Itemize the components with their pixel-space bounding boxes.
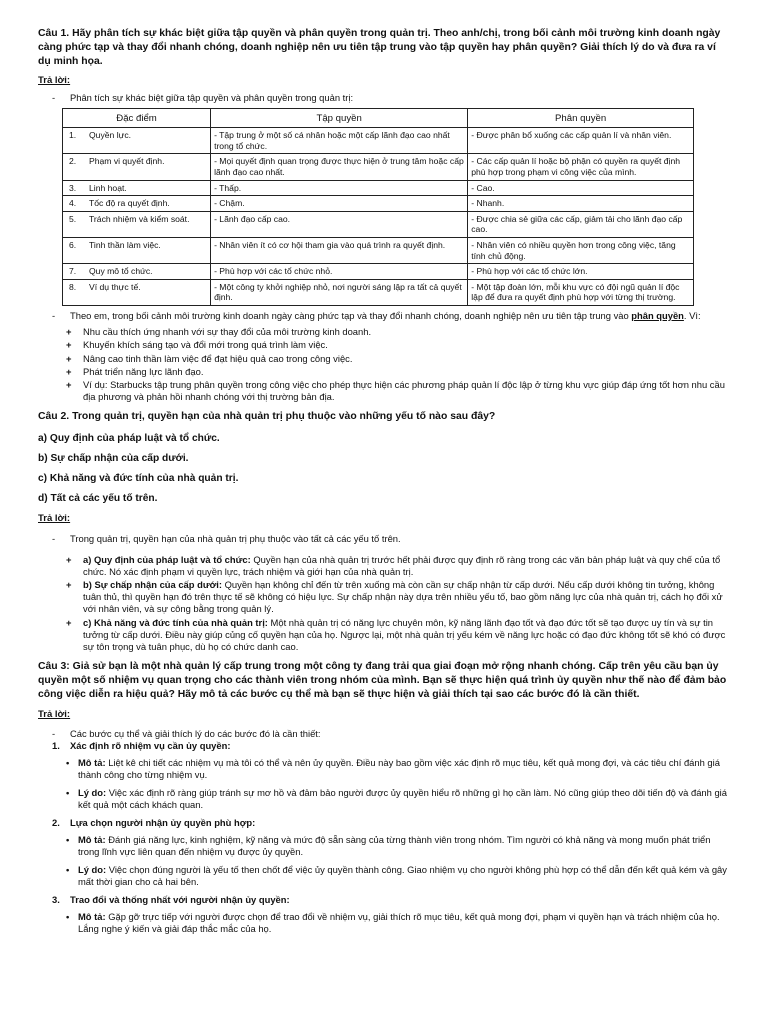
row-centralization: - Lãnh đạo cấp cao. — [211, 211, 468, 237]
bullet-icon: • — [66, 786, 70, 798]
factor-item — [38, 617, 730, 654]
reason-item: + Nâng cao tinh thần làm việc để đạt hiệu quả cao trong công việc. — [38, 353, 730, 365]
opinion-end: . Vì: — [683, 309, 701, 321]
step-detail — [38, 911, 730, 935]
header-decentralization: Phân quyền — [468, 109, 694, 128]
q1-intro: - Phân tích sự khác biệt giữa tập quyền và phân quyền trong quản trị: — [38, 92, 730, 104]
answer-label-1: Trả lời: — [38, 75, 71, 86]
factor-title: a) Quy định của pháp luật và tổ chức: — [83, 553, 251, 565]
reason-item: + Khuyến khích sáng tạo và đổi mới trong quá trình làm việc. — [38, 339, 730, 351]
row-centralization: - Chậm. — [211, 196, 468, 212]
option-c: c) Khả năng và đức tính của nhà quản trị. — [38, 473, 239, 485]
table-row — [63, 211, 694, 237]
reason-item: + Ví dụ: Starbucks tập trung phân quyền trong công việc cho phép thực hiện các phương pháp quản lí độc lập ở từng khu vực giúp đáp ứng tốt hơn nhu cầu địa phương và phản hồi nhanh chóng với thị trường bản địa. — [38, 379, 730, 403]
bullet-icon: • — [66, 864, 70, 875]
header-feature: Đặc điểm — [63, 109, 211, 128]
reason-item: + Phát triển năng lực lãnh đạo. — [38, 366, 730, 378]
row-centralization: - Nhân viên ít có cơ hội tham gia vào quá trình ra quyết định. — [211, 237, 468, 263]
row-feature: Trách nhiệm và kiểm soát. — [89, 213, 190, 224]
detail-label: Mô tả: — [78, 833, 106, 845]
option-b: b) Sự chấp nhận của cấp dưới. — [38, 453, 189, 465]
step-detail — [38, 757, 730, 781]
detail-text: Việc chọn đúng người là yếu tố then chốt để việc ủy quyền thành công. Giao nhiệm vụ cho người không phù hợp có thể dẫn đến kết quả kém và gây mất thời gian cho cả hai bên. — [78, 864, 727, 888]
step-number: 1. — [52, 740, 60, 752]
option-a: a) Quy định của pháp luật và tổ chức. — [38, 433, 220, 445]
question-1: Câu 1. Hãy phân tích sự khác biệt giữa tập quyền và phân quyền trong quản trị. Theo anh/chị, trong bối cảnh môi trường kinh doanh ngày càng phức tạp và thay đổi nhanh chóng, doanh nghiệp nên ưu tiên tập trung vào tập quyền hay phân quyền? Giải thích lý do và đưa ra ví dụ minh họa. — [38, 28, 721, 67]
row-decentralization: - Được phân bổ xuống các cấp quản lí và nhân viên. — [468, 128, 694, 154]
step-heading — [38, 817, 730, 829]
row-number: 1. — [69, 130, 77, 141]
step-title: Trao đổi và thống nhất với người nhận ủy quyền: — [70, 894, 290, 906]
q2-intro: - Trong quản trị, quyền hạn của nhà quản trị phụ thuộc vào tất cả các yếu tố trên. — [38, 533, 730, 545]
row-decentralization: - Cao. — [468, 180, 694, 196]
row-feature: Tốc độ ra quyết định. — [89, 198, 170, 209]
row-number: 7. — [69, 266, 77, 277]
row-centralization: - Phù hợp với các tổ chức nhỏ. — [211, 264, 468, 280]
row-centralization: - Tập trung ở một số cá nhân hoặc một cấp lãnh đạo cao nhất trong tổ chức. — [211, 128, 468, 154]
row-centralization: - Một công ty khởi nghiệp nhỏ, nơi người sáng lập ra tất cả quyết định. — [211, 279, 468, 305]
detail-text: Gặp gỡ trực tiếp với người được chọn để trao đổi về nhiệm vụ, giải thích rõ mục tiêu, kết quả mong đợi, phạm vi quyền hạn và trách nhiệm của họ. Lắng nghe ý kiến và giải đáp thắc mắc của họ. — [78, 910, 720, 934]
row-number: 6. — [69, 239, 77, 250]
row-decentralization: - Phù hợp với các tổ chức lớn. — [468, 264, 694, 280]
row-feature: Quy mô tổ chức. — [89, 266, 153, 277]
detail-label: Mô tả: — [78, 756, 106, 768]
comparison-table — [62, 108, 694, 306]
bullet-icon: • — [66, 910, 70, 922]
detail-text: Việc xác định rõ ràng giúp tránh sự mơ hồ và đảm bảo người được ủy quyền hiểu rõ những gì họ cần làm. Nó cũng giúp theo dõi tiến độ và đánh giá kết quả một cách khách quan. — [78, 786, 727, 811]
row-number: 2. — [69, 156, 77, 167]
table-row — [63, 264, 694, 280]
reason-item: + Nhu cầu thích ứng nhanh với sự thay đổi của môi trường kinh doanh. — [38, 326, 730, 338]
table-row — [63, 196, 694, 212]
factor-item — [38, 554, 730, 578]
detail-text: Đánh giá năng lực, kinh nghiệm, kỹ năng và mức độ sẵn sàng của từng thành viên trong nhóm. Tìm người có khả năng và mong muốn phát triển trong lĩnh vực liên quan đến nhiệm vụ được ủy quyền. — [78, 833, 711, 857]
bullet-icon: • — [66, 833, 70, 845]
row-number: 4. — [69, 198, 77, 209]
option-d: d) Tất cả các yếu tố trên. — [38, 493, 158, 505]
question-2: Câu 2. Trong quản trị, quyền hạn của nhà quản trị phụ thuộc vào những yếu tố nào sau đây? — [38, 411, 496, 423]
factor-text: Quyền hạn của nhà quản trị trước hết phải được quy định rõ ràng trong các văn bản pháp luật và quy chế của tổ chức. Nó xác định phạm vi quyền lực, trách nhiệm và giới hạn của nhà quản trị. — [83, 553, 721, 577]
factor-text: Quyền hạn không chỉ đến từ trên xuống mà còn cần sự chấp nhận từ cấp dưới. Nếu cấp dưới không tin tưởng, không tuân thủ, thì quyền hạn đó trên thực tế sẽ không có hiệu lực. Sự chấp nhận này dựa trên nhiều yếu tố, bao gồm năng lực của nhà quản trị, cách họ đối xử với nhân viên, và sự công bằng trong quản lý. — [83, 578, 723, 615]
factor-text: Một nhà quản trị có năng lực chuyên môn, kỹ năng lãnh đạo tốt và đạo đức tốt sẽ tạo được uy tín và sự tin tưởng từ cấp dưới. Điều này giúp củng cố quyền hạn của họ. Ngược lại, một nhà quản trị yếu kém về năng lực hoặc có đạo đức không tốt sẽ khó có được sự tôn trọng và tuân phục, dù họ có chức danh cao. — [83, 616, 726, 652]
factor-item — [38, 579, 730, 616]
answer-label-2: Trả lời: — [38, 513, 71, 525]
row-decentralization: - Một tập đoàn lớn, mỗi khu vực có đội ngũ quản lí độc lập để đưa ra quyết định phù hợp với từng thị trường. — [468, 279, 694, 305]
row-feature: Phạm vi quyết định. — [89, 156, 165, 167]
row-feature: Ví dụ thực tế. — [89, 281, 141, 292]
table-header-row — [63, 109, 694, 128]
opinion-text: Theo em, trong bối cảnh môi trường kinh doanh ngày càng phức tạp và thay đổi nhanh chóng, doanh nghiệp nên ưu tiên tập trung vào — [70, 309, 632, 321]
detail-label: Lý do: — [78, 864, 107, 875]
factor-title: c) Khả năng và đức tính của nhà quản trị: — [83, 616, 268, 628]
row-decentralization: - Các cấp quản lí hoặc bộ phận có quyền ra quyết định phù hợp trong phạm vi công việc của mình. — [468, 154, 694, 180]
step-title: Lựa chọn người nhận ủy quyền phù hợp: — [70, 817, 256, 829]
table-row — [63, 128, 694, 154]
step-title: Xác định rõ nhiệm vụ cần ủy quyền: — [70, 740, 231, 752]
table-row — [63, 154, 694, 180]
row-feature: Quyền lực. — [89, 130, 132, 141]
table-row — [63, 279, 694, 305]
row-decentralization: - Được chia sẻ giữa các cấp, giảm tải cho lãnh đạo cấp cao. — [468, 211, 694, 237]
step-detail — [38, 864, 730, 888]
row-centralization: - Thấp. — [211, 180, 468, 196]
row-number: 5. — [69, 213, 77, 224]
row-number: 8. — [69, 281, 77, 292]
step-detail — [38, 834, 730, 858]
row-decentralization: - Nhanh. — [468, 196, 694, 212]
step-number: 2. — [52, 817, 60, 829]
row-decentralization: - Nhân viên có nhiều quyền hơn trong công việc, tăng tính chủ động. — [468, 237, 694, 263]
q1-opinion — [38, 310, 730, 322]
step-heading — [38, 740, 730, 752]
step-heading — [38, 894, 730, 906]
row-feature: Tinh thần làm việc. — [89, 239, 161, 250]
detail-label: Mô tả: — [78, 910, 106, 922]
detail-text: Liệt kê chi tiết các nhiệm vụ mà tôi có thể và nên ủy quyền. Điều này bao gồm việc xác định rõ mục tiêu, kết quả mong đợi, và các tiêu chí đánh giá thành công cho từng nhiệm vụ. — [78, 756, 720, 780]
step-detail — [38, 787, 730, 811]
bullet-icon: • — [66, 756, 70, 768]
question-3: Câu 3: Giả sử bạn là một nhà quản lý cấp trung trong một công ty đang trải qua giai đoạn mở rộng nhanh chóng. Cấp trên yêu cầu bạn ủy quyền một số nhiệm vụ quan trọng cho các thành viên trong nhóm của mình. Bạn sẽ thực hiện quá trình ủy quyền như thế nào để đảm bảo công việc diễn ra hiệu quả? Hãy mô tả các bước cụ thể mà bạn sẽ thực hiện và giải thích tại sao các bước đó là cần thiết. — [38, 661, 727, 701]
q3-intro: - Các bước cụ thể và giải thích lý do các bước đó là cần thiết: — [38, 728, 730, 740]
header-centralization: Tập quyền — [211, 109, 468, 128]
row-number: 3. — [69, 182, 77, 193]
table-row — [63, 237, 694, 263]
row-feature: Linh hoạt. — [89, 182, 127, 193]
opinion-emphasis: phân quyền — [631, 309, 684, 321]
detail-label: Lý do: — [78, 786, 107, 798]
answer-label-3: Trả lời: — [38, 709, 71, 721]
row-centralization: - Mọi quyết định quan trọng được thực hiện ở trung tâm hoặc cấp lãnh đạo cao nhất. — [211, 154, 468, 180]
factor-title: b) Sự chấp nhận của cấp dưới: — [83, 578, 223, 590]
table-row — [63, 180, 694, 196]
step-number: 3. — [52, 894, 60, 906]
